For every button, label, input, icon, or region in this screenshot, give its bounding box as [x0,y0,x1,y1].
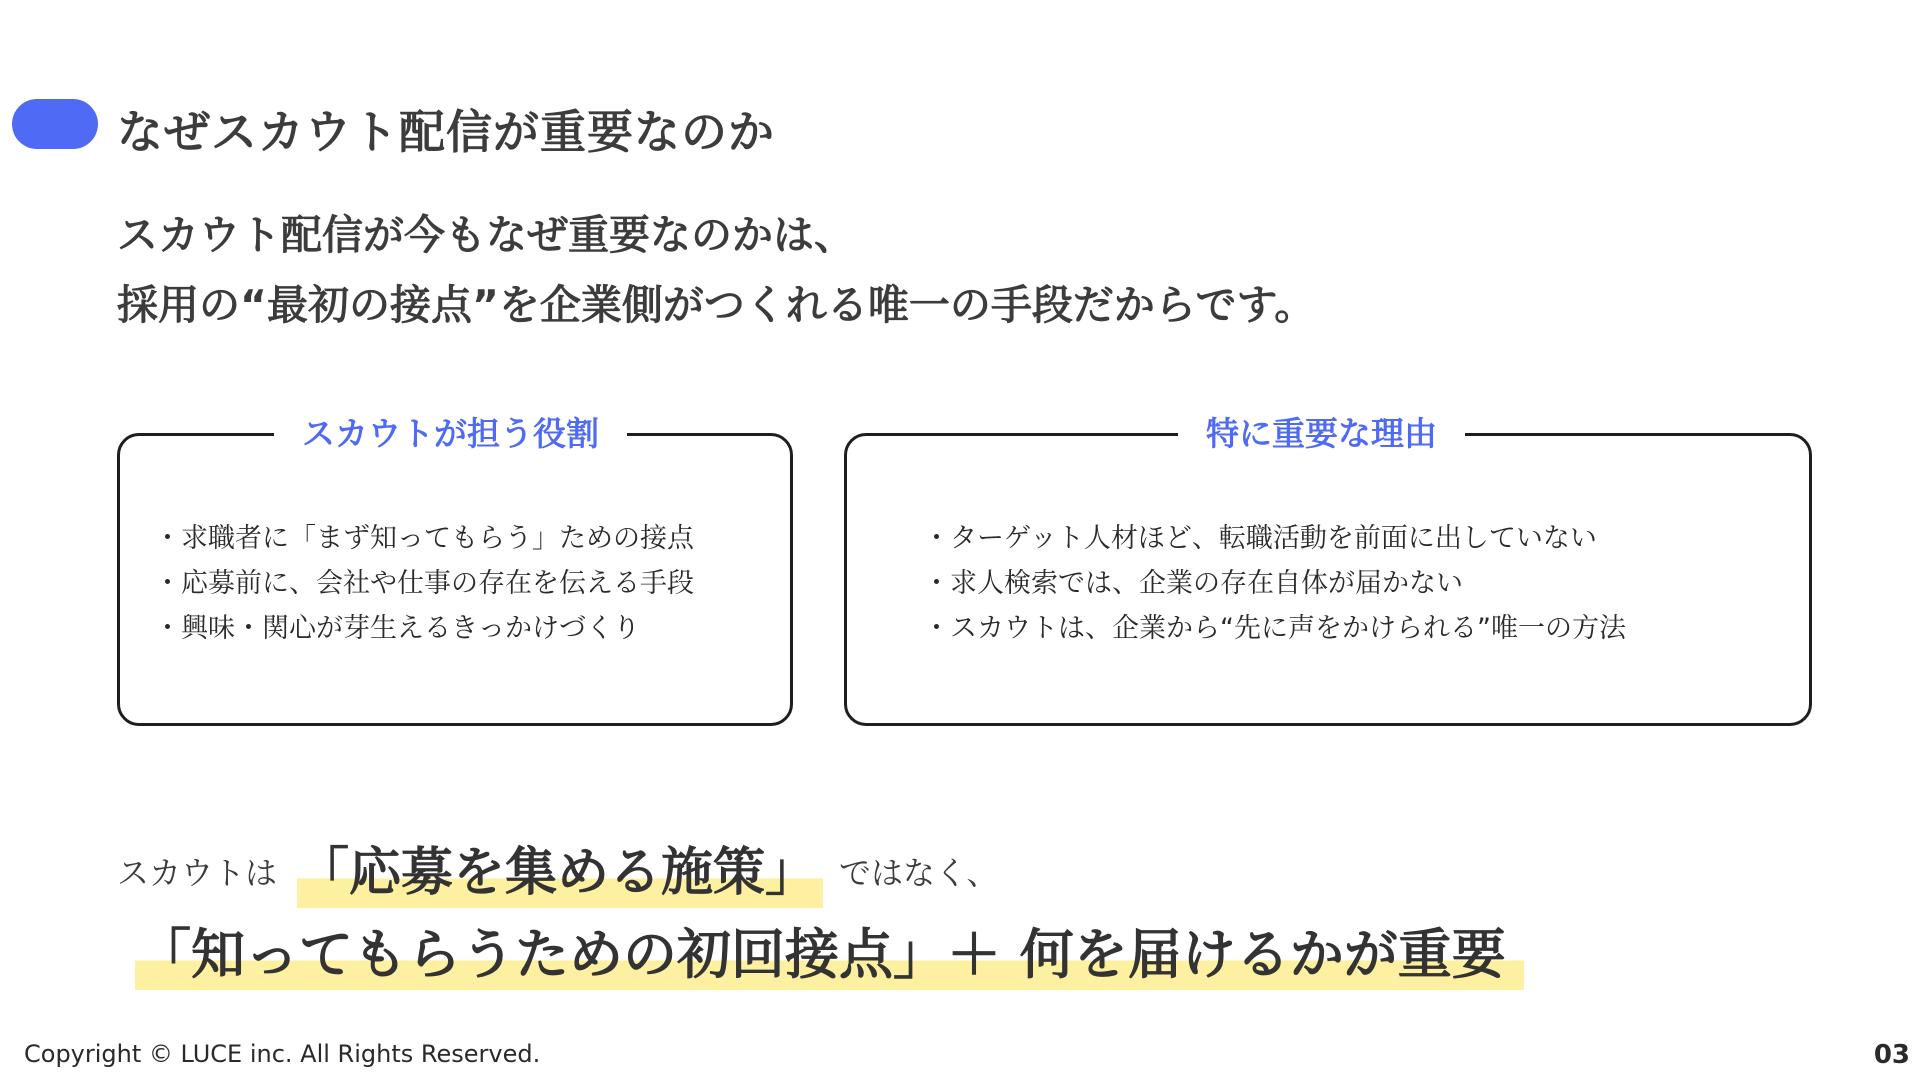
reason-card-list [923,516,1626,651]
list-item: ・ 興味・関心が芽生えるきっかけづくり [154,606,694,651]
copyright-text: Copyright © LUCE inc. All Rights Reserved. [24,1040,541,1068]
role-card [117,414,793,726]
slide-title: なぜスカウト配信が重要なのか [117,105,775,159]
lead-statement [117,200,1315,340]
reason-card [844,414,1812,726]
summary-line-1 [117,838,998,908]
list-item: ・ スカウトは、企業から“先に声をかけられる”唯一の方法 [923,606,1626,651]
list-item: ・ ターゲット人材ほど、転職活動を前面に出していない [923,516,1626,561]
list-item: ・ 応募前に、会社や仕事の存在を伝える手段 [154,561,694,606]
page-number: 03 [1873,1040,1910,1070]
summary-highlight-2: 「知ってもらうための初回接点」＋ 何を届けるかが重要 [135,920,1524,990]
list-item: ・ 求職者に「まず知ってもらう」ための接点 [154,516,694,561]
summary-suffix: ではなく、 [839,854,999,892]
lead-line-1: スカウト配信が今もなぜ重要なのかは、 [117,211,855,259]
title-accent-pill [12,99,98,149]
list-item: ・ 求人検索では、企業の存在自体が届かない [923,561,1626,606]
reason-card-heading: 特に重要な理由 [1178,406,1465,462]
summary-line-2 [135,920,1524,990]
role-card-heading: スカウトが担う役割 [274,406,627,462]
role-card-list [154,516,694,651]
summary-prefix: スカウトは [117,854,278,892]
summary-highlight-1: 「応募を集める施策」 [297,838,823,908]
lead-line-2: 採用の“最初の接点”を企業側がつくれる唯一の手段だからです。 [117,281,1316,329]
